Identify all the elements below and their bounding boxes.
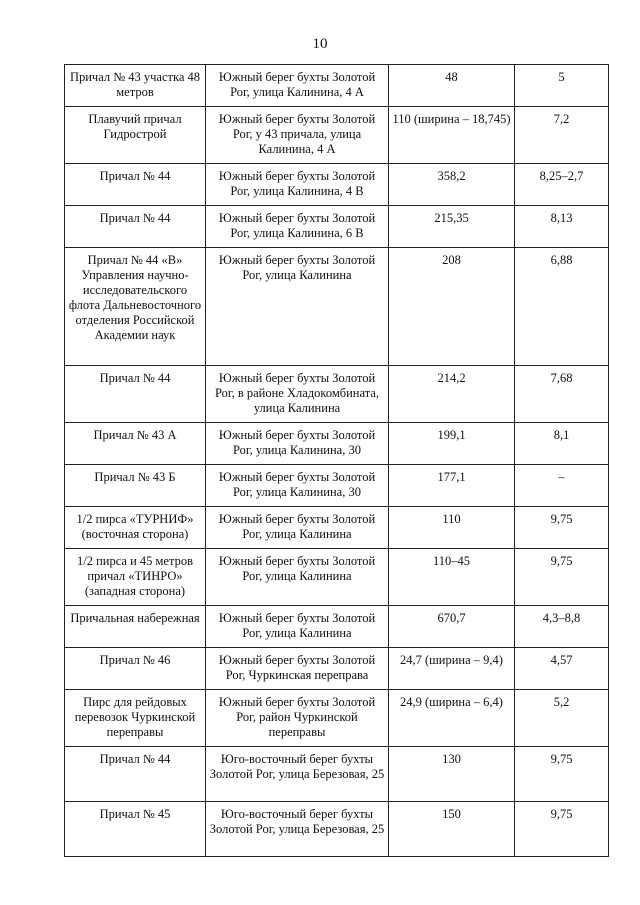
berth-location-cell: Южный берег бухты Золотой Рог, у 43 причала, улица Калинина, 4 А [206,107,389,164]
berth-length-cell: 214,2 [389,366,515,423]
table-row [65,107,609,164]
berth-location-cell: Южный берег бухты Золотой Рог, улица Калинина, 30 [206,423,389,465]
berth-name-cell: Причал № 44 «В» Управления научно-исследовательского флота Дальневосточного отделения Российской Академии наук [65,248,206,366]
berth-length-cell: 24,9 (ширина – 6,4) [389,690,515,747]
berth-depth-cell: 4,57 [515,648,609,690]
berth-length-cell: 48 [389,65,515,107]
berth-location-cell: Южный берег бухты Золотой Рог, улица Калинина, 4 В [206,164,389,206]
berth-name-cell: Причал № 44 [65,206,206,248]
berth-location-cell: Южный берег бухты Золотой Рог, улица Калинина [206,549,389,606]
page-number: 10 [312,36,328,52]
berth-location-cell: Южный берег бухты Золотой Рог, улица Калинина [206,248,389,366]
berth-length-cell: 215,35 [389,206,515,248]
berth-location-cell: Южный берег бухты Золотой Рог, улица Калинина, 30 [206,465,389,507]
berth-location-cell: Южный берег бухты Золотой Рог, Чуркинская переправа [206,648,389,690]
berth-depth-cell: 9,75 [515,802,609,857]
berth-length-cell: 208 [389,248,515,366]
berth-depth-cell: 8,25–2,7 [515,164,609,206]
berth-name-cell: Причальная набережная [65,606,206,648]
table-row [65,802,609,857]
table-row [65,507,609,549]
berth-length-cell: 199,1 [389,423,515,465]
berths-table [64,64,609,857]
berth-name-cell: Причал № 44 [65,366,206,423]
berth-depth-cell: 5 [515,65,609,107]
berth-name-cell: Причал № 45 [65,802,206,857]
berth-name-cell: 1/2 пирса и 45 метров причал «ТИНРО» (западная сторона) [65,549,206,606]
berth-location-cell: Южный берег бухты Золотой Рог, улица Калинина, 4 А [206,65,389,107]
berth-name-cell: Причал № 43 Б [65,465,206,507]
berth-name-cell: Пирс для рейдовых перевозок Чуркинской переправы [65,690,206,747]
berth-name-cell: Причал № 43 А [65,423,206,465]
table-row [65,164,609,206]
berth-length-cell: 177,1 [389,465,515,507]
berth-location-cell: Южный берег бухты Золотой Рог, район Чуркинской переправы [206,690,389,747]
berth-location-cell: Юго-восточный берег бухты Золотой Рог, улица Березовая, 25 [206,747,389,802]
berth-name-cell: Причал № 44 [65,164,206,206]
berth-location-cell: Южный берег бухты Золотой Рог, улица Калинина [206,507,389,549]
berth-depth-cell: 8,13 [515,206,609,248]
berth-depth-cell: 7,68 [515,366,609,423]
berth-location-cell: Южный берег бухты Золотой Рог, улица Калинина [206,606,389,648]
table-row [65,648,609,690]
berth-length-cell: 670,7 [389,606,515,648]
berth-name-cell: Плавучий причал Гидрострой [65,107,206,164]
table-row [65,549,609,606]
berth-length-cell: 150 [389,802,515,857]
table-row [65,465,609,507]
berth-length-cell: 358,2 [389,164,515,206]
table-row [65,423,609,465]
berth-depth-cell: 7,2 [515,107,609,164]
table-row [65,606,609,648]
table-row [65,366,609,423]
berth-length-cell: 24,7 (ширина – 9,4) [389,648,515,690]
berth-depth-cell: 8,1 [515,423,609,465]
berth-depth-cell: – [515,465,609,507]
table-row [65,248,609,366]
berth-depth-cell: 6,88 [515,248,609,366]
table-row [65,747,609,802]
berth-name-cell: 1/2 пирса «ТУРНИФ» (восточная сторона) [65,507,206,549]
berth-depth-cell: 9,75 [515,747,609,802]
berth-name-cell: Причал № 44 [65,747,206,802]
berth-length-cell: 110 [389,507,515,549]
berth-depth-cell: 9,75 [515,549,609,606]
berth-length-cell: 130 [389,747,515,802]
table-row [65,206,609,248]
berth-length-cell: 110–45 [389,549,515,606]
berth-location-cell: Южный берег бухты Золотой Рог, улица Калинина, 6 В [206,206,389,248]
berth-depth-cell: 5,2 [515,690,609,747]
berth-location-cell: Юго-восточный берег бухты Золотой Рог, улица Березовая, 25 [206,802,389,857]
berth-length-cell: 110 (ширина – 18,745) [389,107,515,164]
berth-location-cell: Южный берег бухты Золотой Рог, в районе Хладокомбината, улица Калинина [206,366,389,423]
berth-name-cell: Причал № 46 [65,648,206,690]
berth-name-cell: Причал № 43 участка 48 метров [65,65,206,107]
berth-depth-cell: 9,75 [515,507,609,549]
berth-depth-cell: 4,3–8,8 [515,606,609,648]
table-row [65,65,609,107]
table-row [65,690,609,747]
